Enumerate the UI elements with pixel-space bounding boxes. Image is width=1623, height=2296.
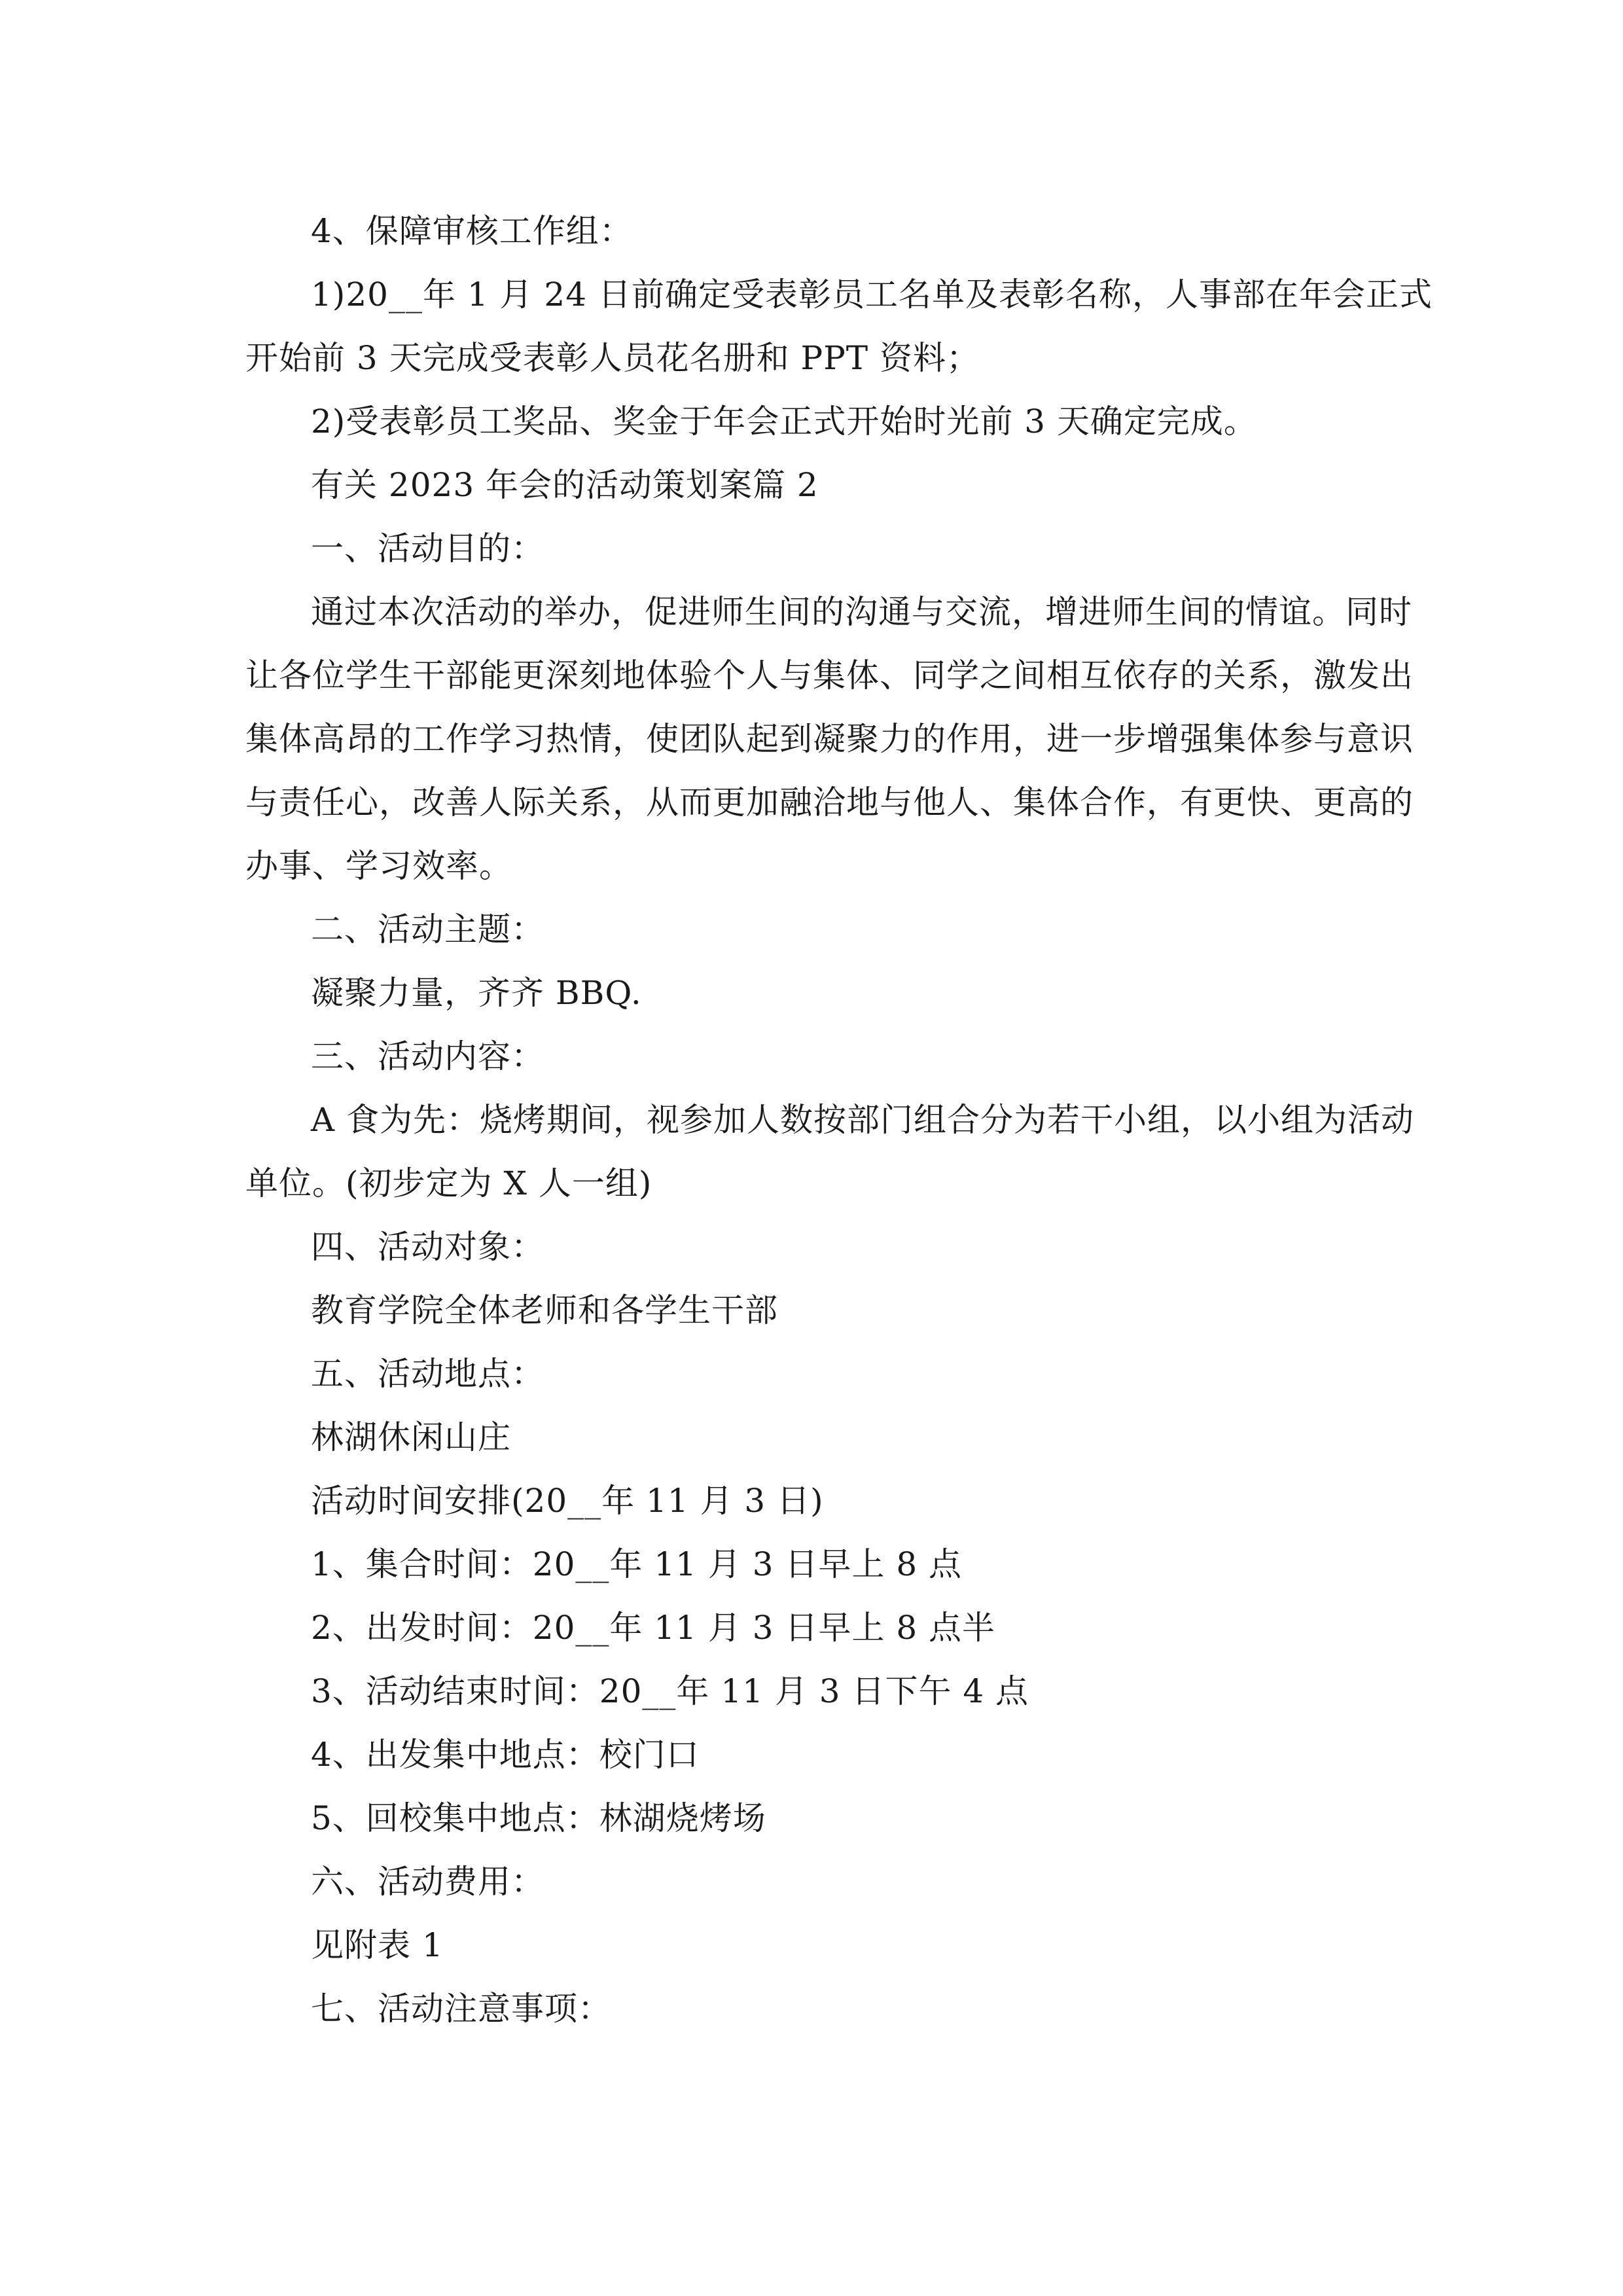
section-heading-purpose: 一、活动目的： (311, 529, 544, 567)
section-heading-notes: 七、活动注意事项： (311, 1990, 611, 2028)
section-heading-content: 三、活动内容： (311, 1037, 544, 1075)
paragraph-line: 见附表 1 (311, 1926, 444, 1964)
paragraph-line: 办事、学习效率。 (245, 847, 512, 885)
schedule-item: 3、活动结束时间：20__年 11 月 3 日下午 4 点 (311, 1672, 1029, 1710)
schedule-item: 2、出发时间：20__年 11 月 3 日早上 8 点半 (311, 1609, 996, 1647)
section-heading-theme: 二、活动主题： (311, 910, 544, 948)
paragraph-line: 开始前 3 天完成受表彰人员花名册和 PPT 资料； (245, 339, 980, 377)
schedule-heading: 活动时间安排(20__年 11 月 3 日) (311, 1482, 824, 1520)
paragraph-line: 集体高昂的工作学习热情，使团队起到凝聚力的作用，进一步增强集体参与意识 (245, 720, 1414, 758)
paragraph-line: 与责任心，改善人际关系，从而更加融洽地与他人、集体合作，有更快、更高的 (245, 783, 1414, 821)
paragraph-line: 凝聚力量，齐齐 BBQ. (311, 974, 642, 1012)
paragraph-line: 让各位学生干部能更深刻地体验个人与集体、同学之间相互依存的关系，激发出 (245, 656, 1414, 694)
section-heading-cost: 六、活动费用： (311, 1863, 544, 1901)
paragraph-line: 单位。(初步定为 X 人一组) (245, 1164, 652, 1202)
paragraph-line: A 食为先：烧烤期间，视参加人数按部门组合分为若干小组，以小组为活动 (311, 1101, 1415, 1139)
section-heading-audit-group: 4、保障审核工作组： (311, 212, 633, 250)
schedule-item: 4、出发集中地点：校门口 (311, 1736, 700, 1774)
paragraph-line: 2)受表彰员工奖品、奖金于年会正式开始时光前 3 天确定完成。 (311, 403, 1257, 440)
schedule-item: 1、集合时间：20__年 11 月 3 日早上 8 点 (311, 1545, 963, 1583)
schedule-item: 5、回校集中地点：林湖烧烤场 (311, 1799, 766, 1837)
document-part-title: 有关 2023 年会的活动策划案篇 2 (311, 466, 819, 504)
paragraph-line: 1)20__年 1 月 24 日前确定受表彰员工名单及表彰名称，人事部在年会正式 (311, 276, 1433, 314)
paragraph-line: 林湖休闲山庄 (311, 1418, 511, 1456)
paragraph-line: 教育学院全体老师和各学生干部 (311, 1291, 778, 1329)
document-body (245, 200, 1433, 2041)
section-heading-participants: 四、活动对象： (311, 1228, 544, 1266)
paragraph-line: 通过本次活动的举办，促进师生间的沟通与交流，增进师生间的情谊。同时 (311, 593, 1412, 631)
section-heading-location: 五、活动地点： (311, 1355, 544, 1393)
